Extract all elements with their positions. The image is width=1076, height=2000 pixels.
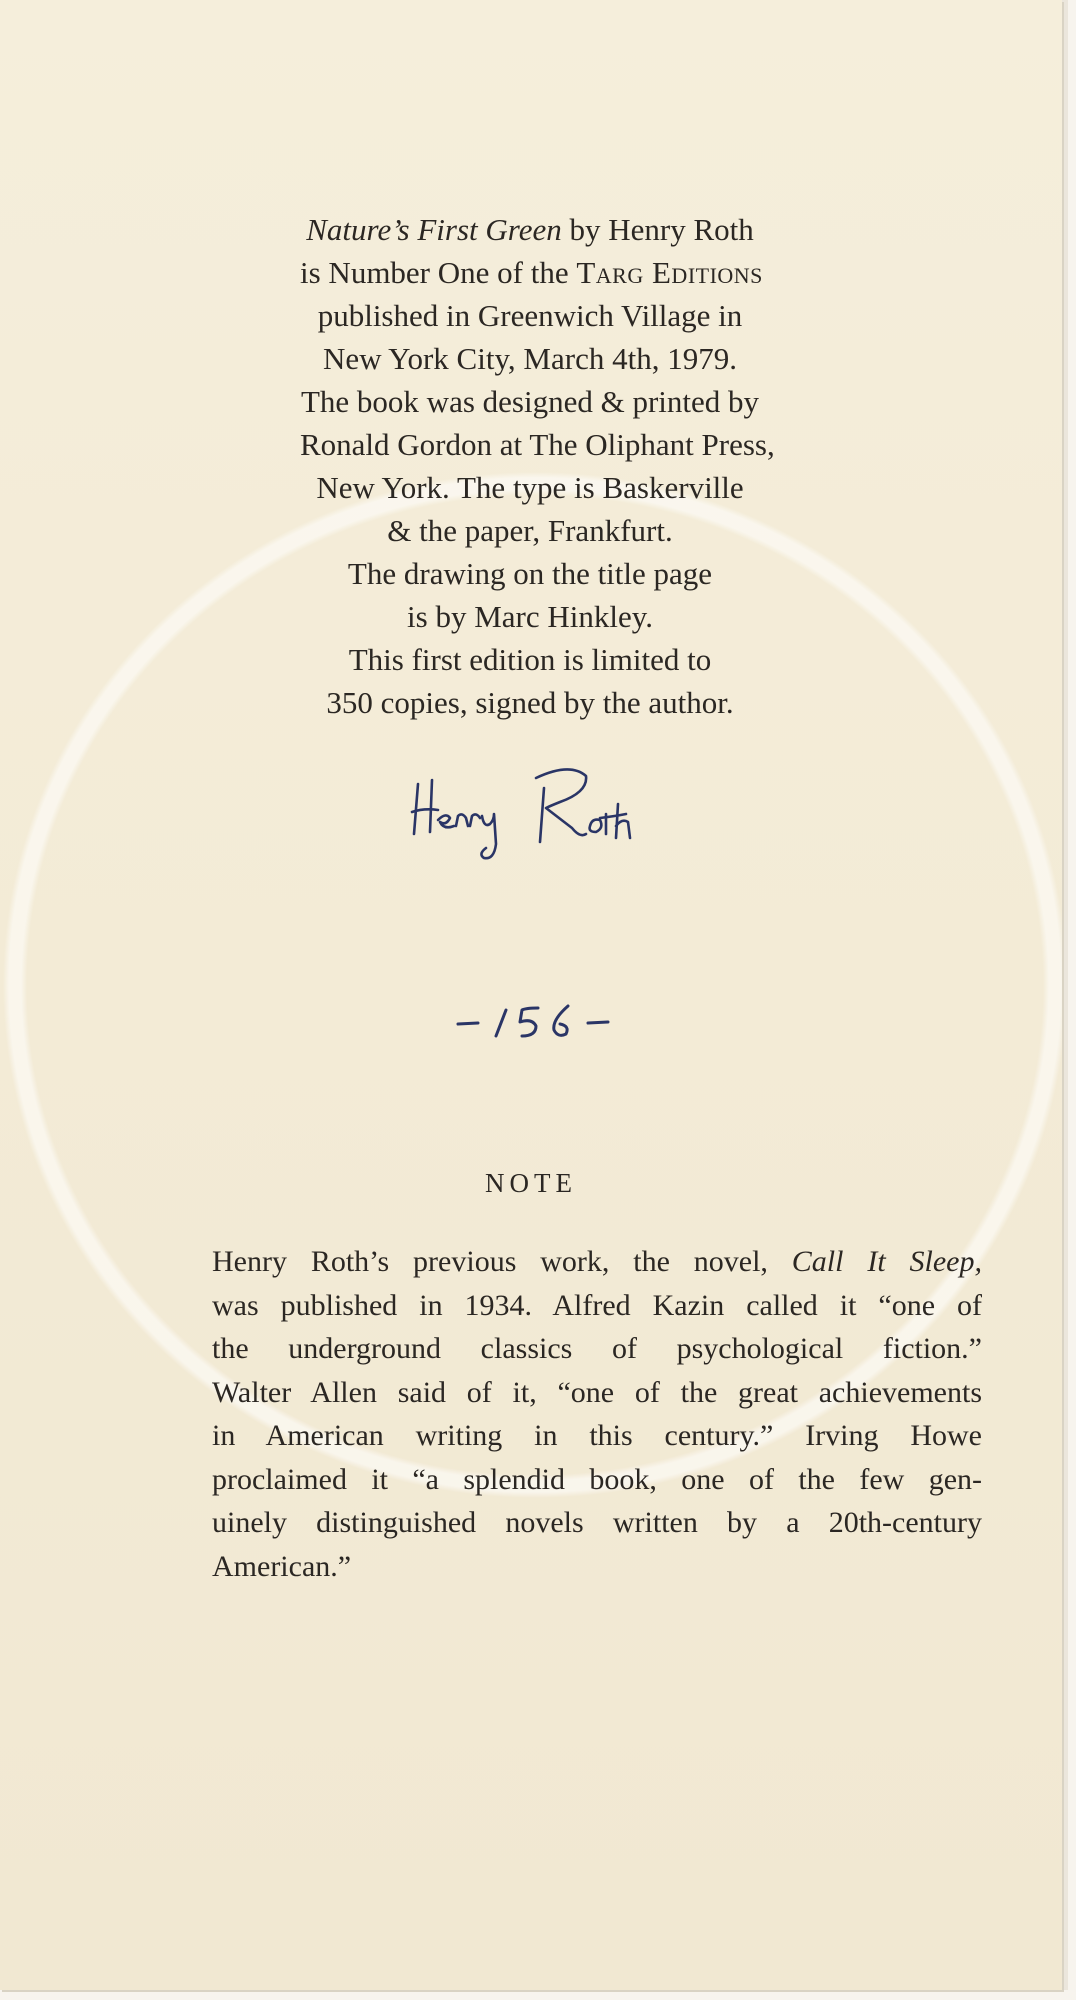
colophon-line-1: Nature’s First Green by Henry Roth bbox=[306, 212, 754, 247]
colophon-line-4: New York City, March 4th, 1979. bbox=[323, 341, 737, 376]
note-line-4: Walter Allen said of it, “one of the great achievements bbox=[212, 1375, 982, 1409]
copy-number-handwritten bbox=[440, 990, 640, 1050]
colophon-line-2: is Number One of the Targ Editions bbox=[300, 255, 763, 290]
novel-title: Call It Sleep, bbox=[791, 1245, 982, 1278]
series-name: Targ Editions bbox=[576, 255, 763, 290]
note-line-8: American.” bbox=[212, 1549, 352, 1583]
note-line-7: uinely distinguished novels written by a 20th-century bbox=[212, 1506, 982, 1539]
note-line-5: in American writing in this century.” Irving Howe bbox=[212, 1419, 982, 1452]
note-line-3: the underground classics of psychological fiction.” bbox=[212, 1332, 982, 1365]
colophon-line-5: The book was designed & printed by bbox=[300, 384, 760, 419]
note-heading: NOTE bbox=[485, 1168, 577, 1198]
note-body bbox=[212, 1240, 982, 1588]
colophon-text bbox=[300, 208, 775, 724]
colophon-line-10: is by Marc Hinkley. bbox=[407, 599, 653, 634]
colophon-line-12: 350 copies, signed by the author. bbox=[326, 685, 734, 720]
colophon-line-6: Ronald Gordon at The Oliphant Press, bbox=[300, 427, 775, 462]
colophon-line-11: This first edition is limited to bbox=[348, 642, 712, 677]
book-title: Nature’s First Green bbox=[306, 212, 562, 247]
note-line-6: proclaimed it “a splendid book, one of the few gen- bbox=[212, 1462, 982, 1496]
colophon-line-7: New York. The type is Baskerville bbox=[316, 470, 744, 505]
note-line-2: was published in 1934. Alfred Kazin called it “one of bbox=[212, 1288, 982, 1322]
author-signature bbox=[410, 748, 670, 868]
colophon-line-3: published in Greenwich Village in bbox=[317, 298, 743, 333]
colophon-line-9: The drawing on the title page bbox=[347, 556, 713, 591]
colophon-line-8: & the paper, Frankfurt. bbox=[387, 513, 673, 548]
note-line-1: Henry Roth’s previous work, the novel, Call It Sleep, bbox=[212, 1245, 982, 1278]
